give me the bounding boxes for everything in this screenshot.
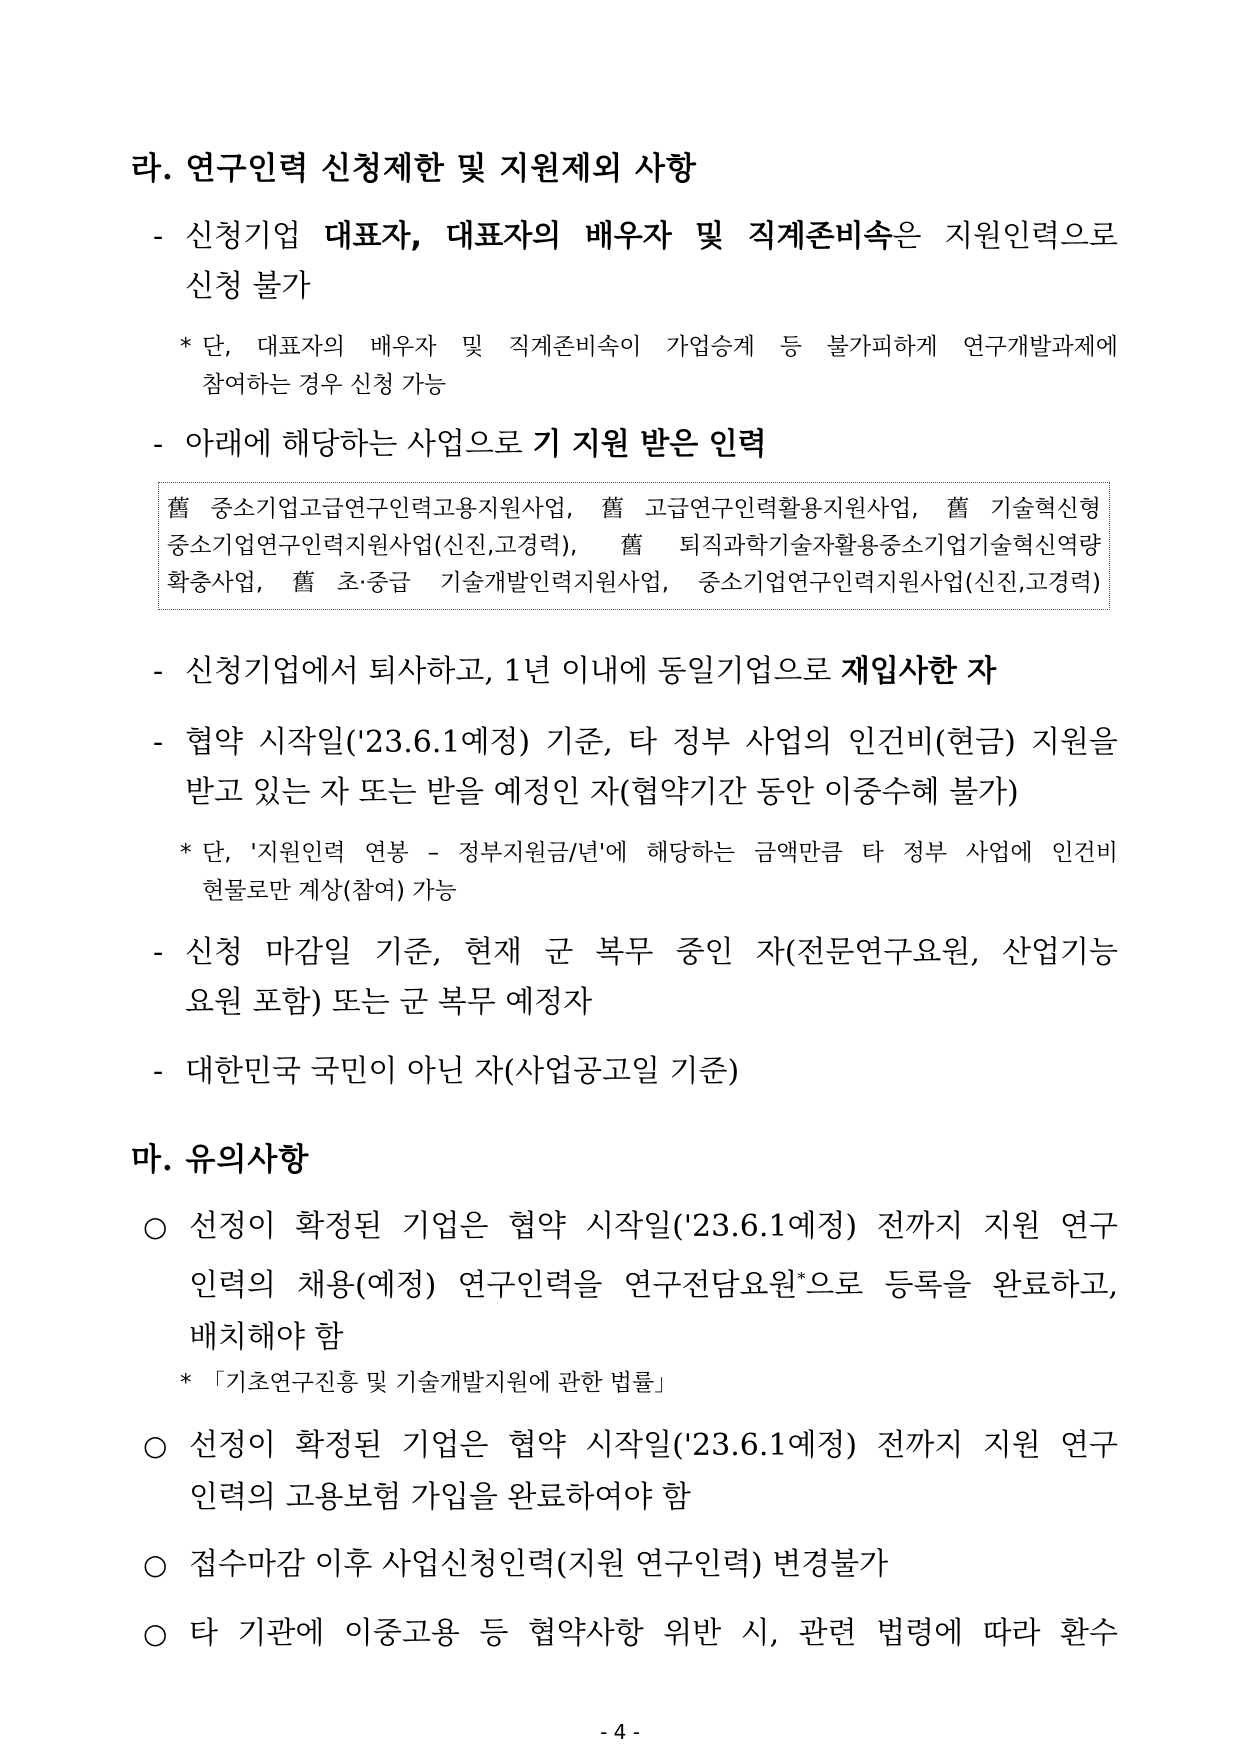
circle-marker: ○ bbox=[143, 1548, 168, 1581]
notice-item-no-change bbox=[143, 1539, 1118, 1591]
footnote-mark: * bbox=[797, 1269, 806, 1288]
page-number: - 4 - bbox=[600, 1720, 640, 1744]
note-exception-salary bbox=[180, 834, 1118, 910]
program-list-box bbox=[158, 482, 1110, 610]
item-line: 협약 시작일('23.6.1예정) 기준, 타 정부 사업의 인건비(현금) 지원을 bbox=[185, 725, 1118, 760]
notice-line: 인력의 채용(예정) 연구인력을 연구전담요원*으로 등록을 완료하고, bbox=[189, 1268, 1118, 1303]
dash-marker: - bbox=[153, 1054, 164, 1089]
dash-marker: - bbox=[153, 219, 164, 254]
notice-line: 선정이 확정된 기업은 협약 시작일('23.6.1예정) 전까지 지원 연구 bbox=[189, 1209, 1118, 1244]
section-heading-ma: 마. 유의사항 bbox=[131, 1142, 310, 1178]
item-line: 요원 포함) 또는 군 복무 예정자 bbox=[185, 985, 593, 1020]
note-line: 현물로만 계상(참여) 가능 bbox=[202, 878, 457, 904]
box-line: 舊중소기업고급연구인력고용지원사업, 舊고급연구인력활용지원사업, 舊기술혁신형 bbox=[167, 496, 1101, 522]
item-line: 신청기업에서 퇴사하고, 1년 이내에 동일기업으로 재입사한 자 bbox=[185, 654, 997, 689]
note-line: 참여하는 경우 신청 가능 bbox=[202, 372, 447, 398]
notice-line: 타 기관에 이중고용 등 협약사항 위반 시, 관련 법령에 따라 환수 bbox=[189, 1616, 1118, 1651]
note-line: 「기초연구진흥 및 기술개발지원에 관한 법률」 bbox=[202, 1370, 678, 1396]
asterisk-marker: * bbox=[180, 334, 192, 360]
notice-line: 배치해야 함 bbox=[189, 1320, 344, 1355]
dash-marker: - bbox=[153, 654, 164, 689]
item-line: 신청 마감일 기준, 현재 군 복무 중인 자(전문연구요원, 산업기능 bbox=[185, 935, 1118, 970]
note-line: 단, 대표자의 배우자 및 직계존비속이 가업승계 등 불가피하게 연구개발과제에 bbox=[202, 334, 1118, 360]
notice-line: 선정이 확정된 기업은 협약 시작일('23.6.1예정) 전까지 지원 연구 bbox=[189, 1428, 1118, 1463]
circle-marker: ○ bbox=[143, 1617, 168, 1650]
notice-item-insurance bbox=[143, 1420, 1118, 1524]
dash-marker: - bbox=[153, 427, 164, 462]
notice-item-registration bbox=[143, 1201, 1118, 1364]
dash-marker: - bbox=[153, 935, 164, 970]
notice-line: 접수마감 이후 사업신청인력(지원 연구인력) 변경불가 bbox=[189, 1547, 889, 1582]
item-line: 대한민국 국민이 아닌 자(사업공고일 기준) bbox=[185, 1054, 740, 1089]
note-exception-succession bbox=[180, 328, 1118, 404]
bold-phrase: 대표자, 대표자의 배우자 및 직계존비속 bbox=[323, 219, 893, 254]
notice-item-violation bbox=[143, 1608, 1118, 1660]
box-line: 확충사업, 舊초·중급 기술개발인력지원사업, 중소기업연구인력지원사업(신진,고경력) bbox=[167, 570, 1101, 596]
list-item-previous-support bbox=[153, 420, 1118, 470]
asterisk-marker: * bbox=[180, 1370, 192, 1396]
section-heading-ra: 라. 연구인력 신청제한 및 지원제외 사항 bbox=[131, 151, 697, 187]
item-line: 신청 불가 bbox=[185, 269, 311, 304]
bold-phrase: 기 지원 받은 인력 bbox=[532, 427, 767, 462]
list-item-military-service bbox=[153, 928, 1118, 1028]
box-line: 중소기업연구인력지원사업(신진,고경력), 舊퇴직과학기술자활용중소기업기술혁신역량 bbox=[167, 533, 1101, 559]
item-line: 아래에 해당하는 사업으로 기 지원 받은 인력 bbox=[185, 427, 767, 462]
notice-line: 인력의 고용보험 가입을 완료하여야 함 bbox=[189, 1480, 691, 1515]
dash-marker: - bbox=[153, 725, 164, 760]
circle-marker: ○ bbox=[143, 1210, 168, 1243]
item-line: 받고 있는 자 또는 받을 예정인 자(협약기간 동안 이중수혜 불가) bbox=[185, 775, 1019, 810]
note-line: 단, '지원인력 연봉 – 정부지원금/년'에 해당하는 금액만큼 타 정부 사업에 인건비 bbox=[202, 840, 1118, 866]
list-item-representative bbox=[153, 212, 1118, 312]
asterisk-marker: * bbox=[180, 840, 192, 866]
list-item-government-support bbox=[153, 718, 1118, 818]
bold-phrase: 재입사한 자 bbox=[840, 654, 997, 689]
item-line: 신청기업 대표자, 대표자의 배우자 및 직계존비속은 지원인력으로 bbox=[185, 219, 1118, 254]
list-item-non-citizen bbox=[153, 1047, 1118, 1097]
list-item-rehire bbox=[153, 647, 1118, 697]
circle-marker: ○ bbox=[143, 1429, 168, 1462]
footnote-law bbox=[180, 1364, 1118, 1402]
